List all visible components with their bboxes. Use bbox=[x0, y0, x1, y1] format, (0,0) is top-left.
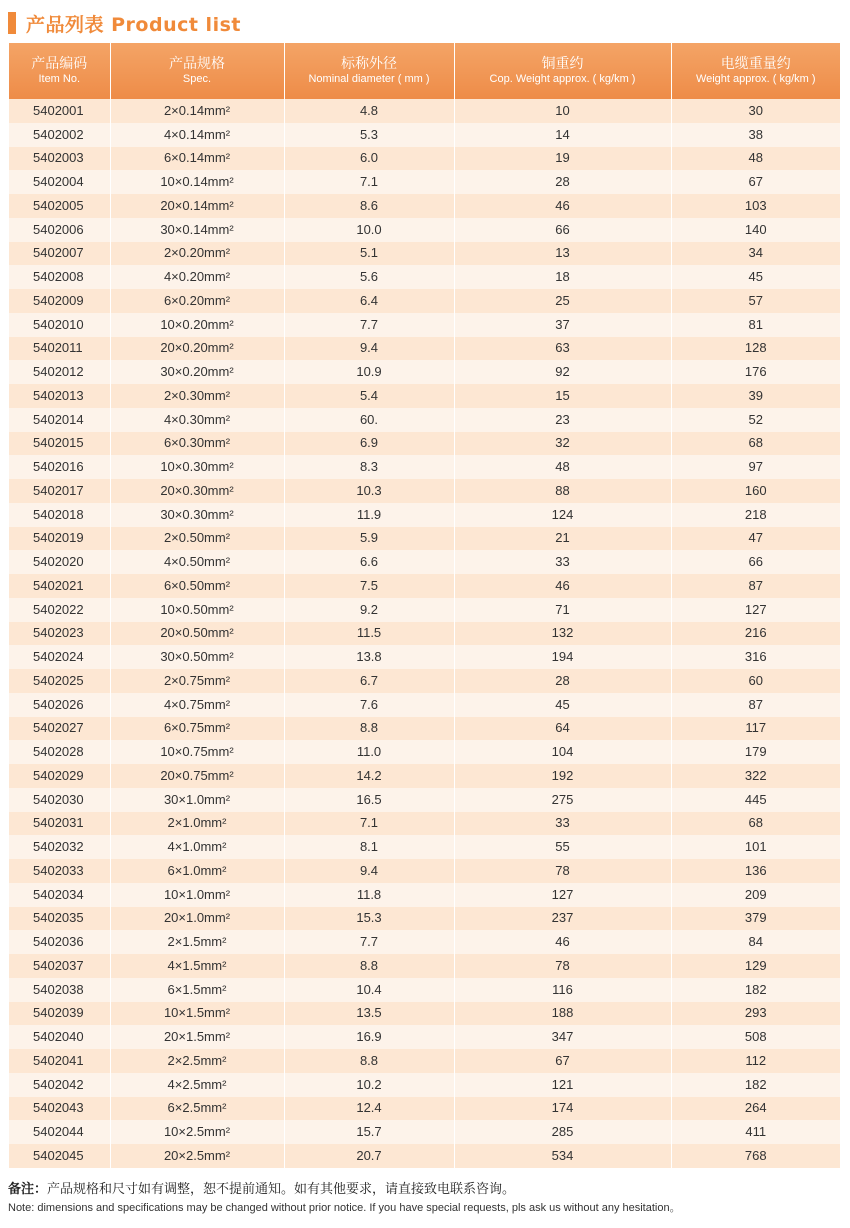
item-no-cell: 5402039 bbox=[9, 1002, 110, 1026]
item-no-cell: 5402005 bbox=[9, 194, 110, 218]
table-row bbox=[9, 265, 840, 289]
copper-weight-cell: 275 bbox=[454, 788, 671, 812]
header-spec bbox=[110, 43, 284, 99]
spec-cell: 20×1.5mm² bbox=[110, 1025, 284, 1049]
spec-cell: 6×0.20mm² bbox=[110, 289, 284, 313]
cable-weight-cell: 216 bbox=[671, 622, 840, 646]
item-no-cell: 5402038 bbox=[9, 978, 110, 1002]
cable-weight-cell: 112 bbox=[671, 1049, 840, 1073]
table-row bbox=[9, 1025, 840, 1049]
header-en: Spec. bbox=[182, 73, 212, 85]
copper-weight-cell: 13 bbox=[454, 242, 671, 266]
spec-cell: 2×0.14mm² bbox=[110, 99, 284, 123]
header-cn: 产品编码 bbox=[31, 56, 88, 72]
table-row bbox=[9, 717, 840, 741]
copper-weight-cell: 28 bbox=[454, 669, 671, 693]
cable-weight-cell: 127 bbox=[671, 598, 840, 622]
diameter-cell: 10.0 bbox=[284, 218, 454, 242]
cable-weight-cell: 57 bbox=[671, 289, 840, 313]
spec-cell: 10×1.0mm² bbox=[110, 883, 284, 907]
table-row bbox=[9, 1120, 840, 1144]
spec-cell: 4×0.50mm² bbox=[110, 550, 284, 574]
item-no-cell: 5402028 bbox=[9, 740, 110, 764]
cable-weight-cell: 176 bbox=[671, 360, 840, 384]
spec-cell: 2×1.5mm² bbox=[110, 930, 284, 954]
cable-weight-cell: 182 bbox=[671, 978, 840, 1002]
item-no-cell: 5402004 bbox=[9, 170, 110, 194]
diameter-cell: 5.6 bbox=[284, 265, 454, 289]
spec-cell: 30×0.20mm² bbox=[110, 360, 284, 384]
header-en: Weight approx. ( kg/km ) bbox=[695, 73, 816, 85]
table-row bbox=[9, 978, 840, 1002]
header-cable-weight bbox=[671, 43, 840, 99]
table-row bbox=[9, 764, 840, 788]
diameter-cell: 16.9 bbox=[284, 1025, 454, 1049]
copper-weight-cell: 285 bbox=[454, 1120, 671, 1144]
cable-weight-cell: 103 bbox=[671, 194, 840, 218]
copper-weight-cell: 55 bbox=[454, 835, 671, 859]
diameter-cell: 10.2 bbox=[284, 1073, 454, 1097]
item-no-cell: 5402002 bbox=[9, 123, 110, 147]
item-no-cell: 5402003 bbox=[9, 147, 110, 171]
header-row bbox=[9, 43, 840, 99]
cable-weight-cell: 45 bbox=[671, 265, 840, 289]
copper-weight-cell: 21 bbox=[454, 527, 671, 551]
item-no-cell: 5402020 bbox=[9, 550, 110, 574]
table-row bbox=[9, 859, 840, 883]
item-no-cell: 5402024 bbox=[9, 645, 110, 669]
spec-cell: 4×0.20mm² bbox=[110, 265, 284, 289]
item-no-cell: 5402032 bbox=[9, 835, 110, 859]
copper-weight-cell: 88 bbox=[454, 479, 671, 503]
cable-weight-cell: 97 bbox=[671, 455, 840, 479]
table-row bbox=[9, 408, 840, 432]
cable-weight-cell: 136 bbox=[671, 859, 840, 883]
header-en: Item No. bbox=[38, 73, 81, 85]
copper-weight-cell: 33 bbox=[454, 812, 671, 836]
cable-weight-cell: 47 bbox=[671, 527, 840, 551]
item-no-cell: 5402026 bbox=[9, 693, 110, 717]
copper-weight-cell: 48 bbox=[454, 455, 671, 479]
item-no-cell: 5402007 bbox=[9, 242, 110, 266]
footnote bbox=[8, 1180, 842, 1216]
table-row bbox=[9, 598, 840, 622]
cable-weight-cell: 39 bbox=[671, 384, 840, 408]
table-header bbox=[9, 43, 840, 99]
copper-weight-cell: 78 bbox=[454, 859, 671, 883]
item-no-cell: 5402036 bbox=[9, 930, 110, 954]
table-row bbox=[9, 907, 840, 931]
diameter-cell: 8.6 bbox=[284, 194, 454, 218]
spec-cell: 20×0.75mm² bbox=[110, 764, 284, 788]
item-no-cell: 5402025 bbox=[9, 669, 110, 693]
diameter-cell: 5.4 bbox=[284, 384, 454, 408]
spec-cell: 10×0.30mm² bbox=[110, 455, 284, 479]
cable-weight-cell: 84 bbox=[671, 930, 840, 954]
table-row bbox=[9, 432, 840, 456]
item-no-cell: 5402045 bbox=[9, 1144, 110, 1168]
spec-cell: 20×0.30mm² bbox=[110, 479, 284, 503]
cable-weight-cell: 322 bbox=[671, 764, 840, 788]
spec-cell: 4×0.75mm² bbox=[110, 693, 284, 717]
spec-cell: 10×0.75mm² bbox=[110, 740, 284, 764]
table-row bbox=[9, 194, 840, 218]
copper-weight-cell: 46 bbox=[454, 930, 671, 954]
table-row bbox=[9, 574, 840, 598]
item-no-cell: 5402006 bbox=[9, 218, 110, 242]
diameter-cell: 5.1 bbox=[284, 242, 454, 266]
header-cn: 标称外径 bbox=[341, 56, 397, 72]
table-row bbox=[9, 1097, 840, 1121]
table-row bbox=[9, 218, 840, 242]
table-row bbox=[9, 883, 840, 907]
header-item-no bbox=[9, 43, 110, 99]
copper-weight-cell: 116 bbox=[454, 978, 671, 1002]
spec-cell: 4×1.5mm² bbox=[110, 954, 284, 978]
spec-cell: 2×0.20mm² bbox=[110, 242, 284, 266]
header-cn: 电缆重量约 bbox=[720, 56, 791, 72]
cable-weight-cell: 34 bbox=[671, 242, 840, 266]
spec-cell: 30×0.30mm² bbox=[110, 503, 284, 527]
diameter-cell: 16.5 bbox=[284, 788, 454, 812]
spec-cell: 10×0.50mm² bbox=[110, 598, 284, 622]
cable-weight-cell: 48 bbox=[671, 147, 840, 171]
cable-weight-cell: 68 bbox=[671, 432, 840, 456]
diameter-cell: 6.6 bbox=[284, 550, 454, 574]
spec-cell: 4×2.5mm² bbox=[110, 1073, 284, 1097]
copper-weight-cell: 71 bbox=[454, 598, 671, 622]
item-no-cell: 5402041 bbox=[9, 1049, 110, 1073]
spec-cell: 20×0.50mm² bbox=[110, 622, 284, 646]
diameter-cell: 11.9 bbox=[284, 503, 454, 527]
item-no-cell: 5402010 bbox=[9, 313, 110, 337]
diameter-cell: 10.4 bbox=[284, 978, 454, 1002]
copper-weight-cell: 10 bbox=[454, 99, 671, 123]
cable-weight-cell: 445 bbox=[671, 788, 840, 812]
diameter-cell: 10.3 bbox=[284, 479, 454, 503]
copper-weight-cell: 188 bbox=[454, 1002, 671, 1026]
cable-weight-cell: 117 bbox=[671, 717, 840, 741]
cable-weight-cell: 140 bbox=[671, 218, 840, 242]
copper-weight-cell: 78 bbox=[454, 954, 671, 978]
spec-cell: 6×0.30mm² bbox=[110, 432, 284, 456]
header-en: Cop. Weight approx. ( kg/km ) bbox=[489, 73, 636, 85]
diameter-cell: 5.9 bbox=[284, 527, 454, 551]
cable-weight-cell: 768 bbox=[671, 1144, 840, 1168]
cable-weight-cell: 129 bbox=[671, 954, 840, 978]
diameter-cell: 9.4 bbox=[284, 337, 454, 361]
table-row bbox=[9, 289, 840, 313]
cable-weight-cell: 128 bbox=[671, 337, 840, 361]
cable-weight-cell: 68 bbox=[671, 812, 840, 836]
copper-weight-cell: 46 bbox=[454, 574, 671, 598]
diameter-cell: 15.7 bbox=[284, 1120, 454, 1144]
table-row bbox=[9, 1144, 840, 1168]
cable-weight-cell: 87 bbox=[671, 693, 840, 717]
diameter-cell: 9.4 bbox=[284, 859, 454, 883]
item-no-cell: 5402008 bbox=[9, 265, 110, 289]
note-cn bbox=[8, 1180, 842, 1200]
diameter-cell: 8.8 bbox=[284, 717, 454, 741]
table-row bbox=[9, 954, 840, 978]
copper-weight-cell: 23 bbox=[454, 408, 671, 432]
copper-weight-cell: 18 bbox=[454, 265, 671, 289]
table-row bbox=[9, 503, 840, 527]
item-no-cell: 5402011 bbox=[9, 337, 110, 361]
copper-weight-cell: 174 bbox=[454, 1097, 671, 1121]
note-en: Note: dimensions and specifications may be changed without prior notice. If you have special requests, pls ask us without any hesitation。 bbox=[8, 1202, 681, 1214]
table-row bbox=[9, 740, 840, 764]
diameter-cell: 12.4 bbox=[284, 1097, 454, 1121]
table-row bbox=[9, 1073, 840, 1097]
table-row bbox=[9, 242, 840, 266]
spec-cell: 2×0.75mm² bbox=[110, 669, 284, 693]
spec-cell: 30×0.50mm² bbox=[110, 645, 284, 669]
table-row bbox=[9, 1002, 840, 1026]
diameter-cell: 4.8 bbox=[284, 99, 454, 123]
item-no-cell: 5402022 bbox=[9, 598, 110, 622]
table-row bbox=[9, 170, 840, 194]
diameter-cell: 15.3 bbox=[284, 907, 454, 931]
diameter-cell: 6.7 bbox=[284, 669, 454, 693]
item-no-cell: 5402021 bbox=[9, 574, 110, 598]
copper-weight-cell: 124 bbox=[454, 503, 671, 527]
diameter-cell: 6.4 bbox=[284, 289, 454, 313]
diameter-cell: 7.1 bbox=[284, 812, 454, 836]
diameter-cell: 7.5 bbox=[284, 574, 454, 598]
spec-cell: 20×0.14mm² bbox=[110, 194, 284, 218]
cable-weight-cell: 179 bbox=[671, 740, 840, 764]
copper-weight-cell: 92 bbox=[454, 360, 671, 384]
item-no-cell: 5402014 bbox=[9, 408, 110, 432]
cable-weight-cell: 293 bbox=[671, 1002, 840, 1026]
copper-weight-cell: 67 bbox=[454, 1049, 671, 1073]
copper-weight-cell: 237 bbox=[454, 907, 671, 931]
header-en: Nominal diameter ( mm ) bbox=[308, 73, 430, 85]
diameter-cell: 7.7 bbox=[284, 313, 454, 337]
spec-cell: 4×0.30mm² bbox=[110, 408, 284, 432]
item-no-cell: 5402030 bbox=[9, 788, 110, 812]
copper-weight-cell: 33 bbox=[454, 550, 671, 574]
diameter-cell: 8.3 bbox=[284, 455, 454, 479]
diameter-cell: 7.7 bbox=[284, 930, 454, 954]
table-row bbox=[9, 313, 840, 337]
note-label: 备注： bbox=[8, 1182, 48, 1197]
copper-weight-cell: 14 bbox=[454, 123, 671, 147]
item-no-cell: 5402044 bbox=[9, 1120, 110, 1144]
copper-weight-cell: 28 bbox=[454, 170, 671, 194]
header-nominal-diameter bbox=[284, 43, 454, 99]
spec-cell: 10×0.14mm² bbox=[110, 170, 284, 194]
cable-weight-cell: 379 bbox=[671, 907, 840, 931]
table-row bbox=[9, 99, 840, 123]
copper-weight-cell: 121 bbox=[454, 1073, 671, 1097]
table-row bbox=[9, 337, 840, 361]
table-row bbox=[9, 123, 840, 147]
spec-cell: 2×0.50mm² bbox=[110, 527, 284, 551]
product-table bbox=[9, 43, 840, 1168]
item-no-cell: 5402037 bbox=[9, 954, 110, 978]
copper-weight-cell: 63 bbox=[454, 337, 671, 361]
cable-weight-cell: 81 bbox=[671, 313, 840, 337]
cable-weight-cell: 38 bbox=[671, 123, 840, 147]
spec-cell: 20×0.20mm² bbox=[110, 337, 284, 361]
cable-weight-cell: 66 bbox=[671, 550, 840, 574]
item-no-cell: 5402043 bbox=[9, 1097, 110, 1121]
diameter-cell: 13.5 bbox=[284, 1002, 454, 1026]
diameter-cell: 14.2 bbox=[284, 764, 454, 788]
spec-cell: 6×1.5mm² bbox=[110, 978, 284, 1002]
table-row bbox=[9, 147, 840, 171]
item-no-cell: 5402009 bbox=[9, 289, 110, 313]
diameter-cell: 6.9 bbox=[284, 432, 454, 456]
item-no-cell: 5402040 bbox=[9, 1025, 110, 1049]
spec-cell: 4×1.0mm² bbox=[110, 835, 284, 859]
table-row bbox=[9, 1049, 840, 1073]
header-copper-weight bbox=[454, 43, 671, 99]
page-title-text: 产品列表 Product list bbox=[26, 13, 241, 36]
header-cn: 产品规格 bbox=[169, 56, 225, 72]
spec-cell: 6×0.14mm² bbox=[110, 147, 284, 171]
spec-cell: 30×1.0mm² bbox=[110, 788, 284, 812]
diameter-cell: 7.6 bbox=[284, 693, 454, 717]
title-accent-bar bbox=[8, 12, 16, 34]
copper-weight-cell: 37 bbox=[454, 313, 671, 337]
item-no-cell: 5402027 bbox=[9, 717, 110, 741]
spec-cell: 2×1.0mm² bbox=[110, 812, 284, 836]
item-no-cell: 5402001 bbox=[9, 99, 110, 123]
table-row bbox=[9, 360, 840, 384]
cable-weight-cell: 52 bbox=[671, 408, 840, 432]
diameter-cell: 11.8 bbox=[284, 883, 454, 907]
diameter-cell: 8.8 bbox=[284, 954, 454, 978]
copper-weight-cell: 25 bbox=[454, 289, 671, 313]
table-row bbox=[9, 550, 840, 574]
copper-weight-cell: 194 bbox=[454, 645, 671, 669]
spec-cell: 10×0.20mm² bbox=[110, 313, 284, 337]
item-no-cell: 5402042 bbox=[9, 1073, 110, 1097]
diameter-cell: 8.8 bbox=[284, 1049, 454, 1073]
diameter-cell: 6.0 bbox=[284, 147, 454, 171]
spec-cell: 20×2.5mm² bbox=[110, 1144, 284, 1168]
diameter-cell: 20.7 bbox=[284, 1144, 454, 1168]
spec-cell: 6×2.5mm² bbox=[110, 1097, 284, 1121]
spec-cell: 10×2.5mm² bbox=[110, 1120, 284, 1144]
copper-weight-cell: 66 bbox=[454, 218, 671, 242]
item-no-cell: 5402033 bbox=[9, 859, 110, 883]
cable-weight-cell: 60 bbox=[671, 669, 840, 693]
diameter-cell: 60. bbox=[284, 408, 454, 432]
item-no-cell: 5402031 bbox=[9, 812, 110, 836]
spec-cell: 20×1.0mm² bbox=[110, 907, 284, 931]
table-row bbox=[9, 930, 840, 954]
note-text-cn: 产品规格和尺寸如有调整，恕不提前通知。如有其他要求，请直接致电联系咨询。 bbox=[47, 1182, 516, 1197]
cable-weight-cell: 209 bbox=[671, 883, 840, 907]
table-body bbox=[9, 99, 840, 1168]
cable-weight-cell: 264 bbox=[671, 1097, 840, 1121]
copper-weight-cell: 534 bbox=[454, 1144, 671, 1168]
cable-weight-cell: 411 bbox=[671, 1120, 840, 1144]
cable-weight-cell: 316 bbox=[671, 645, 840, 669]
table-row bbox=[9, 693, 840, 717]
item-no-cell: 5402017 bbox=[9, 479, 110, 503]
diameter-cell: 7.1 bbox=[284, 170, 454, 194]
table-row bbox=[9, 384, 840, 408]
spec-cell: 10×1.5mm² bbox=[110, 1002, 284, 1026]
table-row bbox=[9, 622, 840, 646]
copper-weight-cell: 347 bbox=[454, 1025, 671, 1049]
item-no-cell: 5402023 bbox=[9, 622, 110, 646]
spec-cell: 2×2.5mm² bbox=[110, 1049, 284, 1073]
spec-cell: 6×0.75mm² bbox=[110, 717, 284, 741]
cable-weight-cell: 182 bbox=[671, 1073, 840, 1097]
copper-weight-cell: 46 bbox=[454, 194, 671, 218]
item-no-cell: 5402016 bbox=[9, 455, 110, 479]
cable-weight-cell: 160 bbox=[671, 479, 840, 503]
table-row bbox=[9, 527, 840, 551]
copper-weight-cell: 15 bbox=[454, 384, 671, 408]
cable-weight-cell: 87 bbox=[671, 574, 840, 598]
table-row bbox=[9, 835, 840, 859]
item-no-cell: 5402012 bbox=[9, 360, 110, 384]
table-row bbox=[9, 669, 840, 693]
cable-weight-cell: 218 bbox=[671, 503, 840, 527]
spec-cell: 6×0.50mm² bbox=[110, 574, 284, 598]
diameter-cell: 5.3 bbox=[284, 123, 454, 147]
copper-weight-cell: 45 bbox=[454, 693, 671, 717]
copper-weight-cell: 132 bbox=[454, 622, 671, 646]
spec-cell: 6×1.0mm² bbox=[110, 859, 284, 883]
header-cn: 铜重约 bbox=[541, 56, 584, 72]
table-row bbox=[9, 645, 840, 669]
table-row bbox=[9, 812, 840, 836]
cable-weight-cell: 67 bbox=[671, 170, 840, 194]
diameter-cell: 8.1 bbox=[284, 835, 454, 859]
copper-weight-cell: 64 bbox=[454, 717, 671, 741]
spec-cell: 4×0.14mm² bbox=[110, 123, 284, 147]
item-no-cell: 5402013 bbox=[9, 384, 110, 408]
page-title bbox=[8, 10, 241, 36]
diameter-cell: 13.8 bbox=[284, 645, 454, 669]
cable-weight-cell: 508 bbox=[671, 1025, 840, 1049]
table-row bbox=[9, 479, 840, 503]
item-no-cell: 5402019 bbox=[9, 527, 110, 551]
spec-cell: 30×0.14mm² bbox=[110, 218, 284, 242]
item-no-cell: 5402029 bbox=[9, 764, 110, 788]
copper-weight-cell: 104 bbox=[454, 740, 671, 764]
spec-cell: 2×0.30mm² bbox=[110, 384, 284, 408]
table-row bbox=[9, 788, 840, 812]
diameter-cell: 10.9 bbox=[284, 360, 454, 384]
table-row bbox=[9, 455, 840, 479]
copper-weight-cell: 192 bbox=[454, 764, 671, 788]
copper-weight-cell: 19 bbox=[454, 147, 671, 171]
cable-weight-cell: 30 bbox=[671, 99, 840, 123]
item-no-cell: 5402015 bbox=[9, 432, 110, 456]
item-no-cell: 5402018 bbox=[9, 503, 110, 527]
item-no-cell: 5402034 bbox=[9, 883, 110, 907]
copper-weight-cell: 32 bbox=[454, 432, 671, 456]
cable-weight-cell: 101 bbox=[671, 835, 840, 859]
diameter-cell: 9.2 bbox=[284, 598, 454, 622]
copper-weight-cell: 127 bbox=[454, 883, 671, 907]
diameter-cell: 11.0 bbox=[284, 740, 454, 764]
item-no-cell: 5402035 bbox=[9, 907, 110, 931]
diameter-cell: 11.5 bbox=[284, 622, 454, 646]
